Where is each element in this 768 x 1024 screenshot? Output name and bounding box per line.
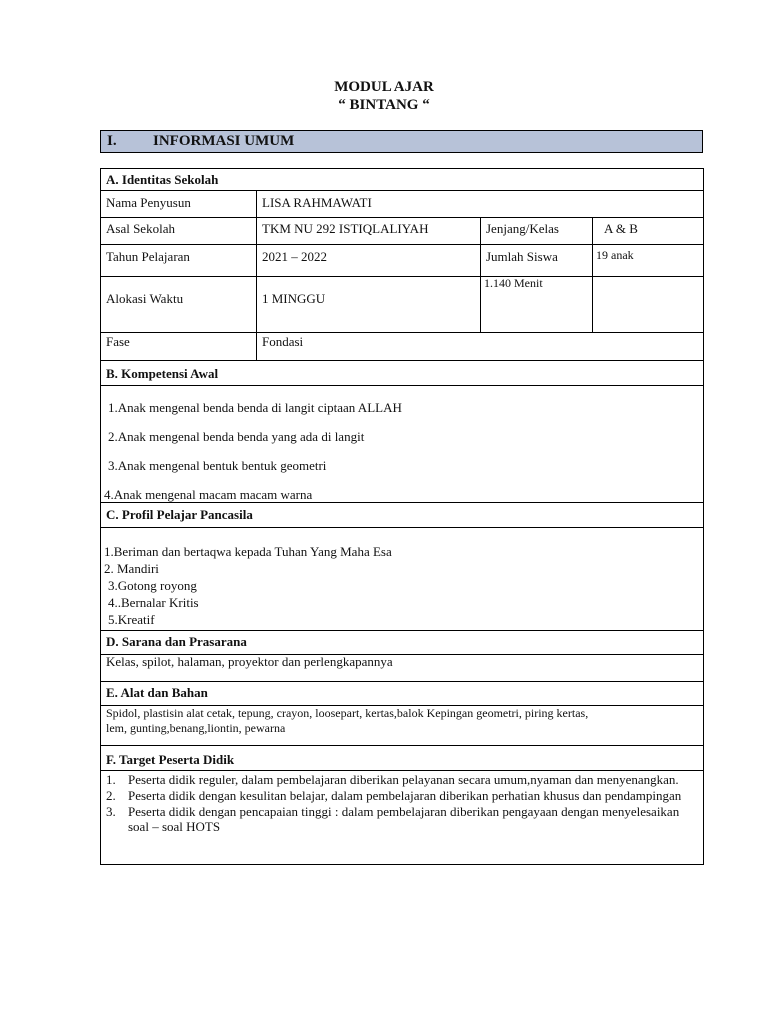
row-divider	[100, 681, 704, 682]
column-divider	[480, 217, 481, 332]
list-item: 2.Anak mengenal benda benda yang ada di langit	[108, 429, 365, 444]
document-title: MODUL AJAR	[334, 79, 434, 95]
list-item: 3.Anak mengenal bentuk bentuk geometri	[108, 458, 327, 473]
value-jumlah-siswa: 19 anak	[596, 248, 634, 262]
label-asal-sekolah: Asal Sekolah	[106, 221, 175, 236]
row-divider	[100, 630, 704, 631]
value-tahun-pelajaran: 2021 – 2022	[262, 249, 327, 264]
list-item: 4..Bernalar Kritis	[108, 595, 199, 610]
value-jenjang-kelas: A & B	[604, 221, 638, 236]
list-item: 1.Beriman dan bertaqwa kepada Tuhan Yang Maha Esa	[104, 544, 392, 559]
list-text: Peserta didik dengan kesulitan belajar, dalam pembelajaran diberikan perhatian khusus dan pendampingan	[128, 788, 682, 803]
row-divider	[100, 332, 704, 333]
row-divider	[100, 745, 704, 746]
label-fase: Fase	[106, 334, 130, 349]
list-number: 1.	[106, 772, 116, 787]
label-jenjang-kelas: Jenjang/Kelas	[486, 221, 559, 236]
row-divider	[100, 190, 704, 191]
sarana-text: Kelas, spilot, halaman, proyektor dan perlengkapannya	[106, 654, 393, 669]
row-divider	[100, 360, 704, 361]
value-asal-sekolah: TKM NU 292 ISTIQLALIYAH	[262, 221, 429, 236]
list-item	[106, 788, 696, 803]
label-alokasi-waktu: Alokasi Waktu	[106, 291, 184, 306]
document-subtitle: “ BINTANG “	[338, 97, 430, 113]
alat-text-line: lem, gunting,benang,liontin, pewarna	[106, 721, 286, 735]
alat-text-line: Spidol, plastisin alat cetak, tepung, crayon, loosepart, kertas,balok Kepingan geometri, piring kertas,	[106, 706, 589, 720]
value-alokasi-waktu: 1 MINGGU	[262, 291, 326, 306]
row-divider	[100, 244, 704, 245]
row-divider	[100, 276, 704, 277]
label-nama-penyusun: Nama Penyusun	[106, 195, 191, 210]
list-item: 1.Anak mengenal benda benda di langit ciptaan ALLAH	[108, 400, 402, 415]
column-divider	[592, 217, 593, 332]
row-divider	[100, 770, 704, 771]
list-item	[106, 772, 696, 787]
list-text: Peserta didik reguler, dalam pembelajaran diberikan pelayanan secara umum,nyaman dan menyenangkan.	[128, 772, 679, 787]
target-list	[106, 772, 696, 835]
label-tahun-pelajaran: Tahun Pelajaran	[106, 249, 190, 264]
section-title: INFORMASI UMUM	[153, 133, 295, 149]
section-heading-sarana: D. Sarana dan Prasarana	[106, 634, 247, 649]
list-item: 3.Gotong royong	[108, 578, 197, 593]
row-divider	[100, 385, 704, 386]
section-number: I.	[107, 133, 117, 149]
column-divider	[256, 190, 257, 360]
label-jumlah-siswa: Jumlah Siswa	[486, 249, 558, 264]
section-banner	[100, 130, 703, 153]
section-heading-alat: E. Alat dan Bahan	[106, 685, 208, 700]
row-divider	[100, 217, 704, 218]
list-number: 2.	[106, 788, 116, 803]
value-fase: Fondasi	[262, 334, 304, 349]
list-item: 4.Anak mengenal macam macam warna	[104, 487, 313, 502]
list-number: 3.	[106, 804, 116, 819]
section-heading-target: F. Target Peserta Didik	[106, 752, 235, 767]
value-nama-penyusun: LISA RAHMAWATI	[262, 195, 372, 210]
section-heading-profil: C. Profil Pelajar Pancasila	[106, 507, 253, 522]
list-text: Peserta didik dengan pencapaian tinggi : dalam pembelajaran diberikan pengayaan dengan menyelesaikan soal – soal HOTS	[128, 804, 680, 834]
list-item: 5.Kreatif	[108, 612, 155, 627]
list-item	[106, 804, 696, 834]
section-heading-kompetensi: B. Kompetensi Awal	[106, 366, 219, 381]
list-item: 2. Mandiri	[104, 561, 159, 576]
row-divider	[100, 527, 704, 528]
value-menit: 1.140 Menit	[484, 276, 543, 290]
section-heading-identitas: A. Identitas Sekolah	[106, 172, 219, 187]
